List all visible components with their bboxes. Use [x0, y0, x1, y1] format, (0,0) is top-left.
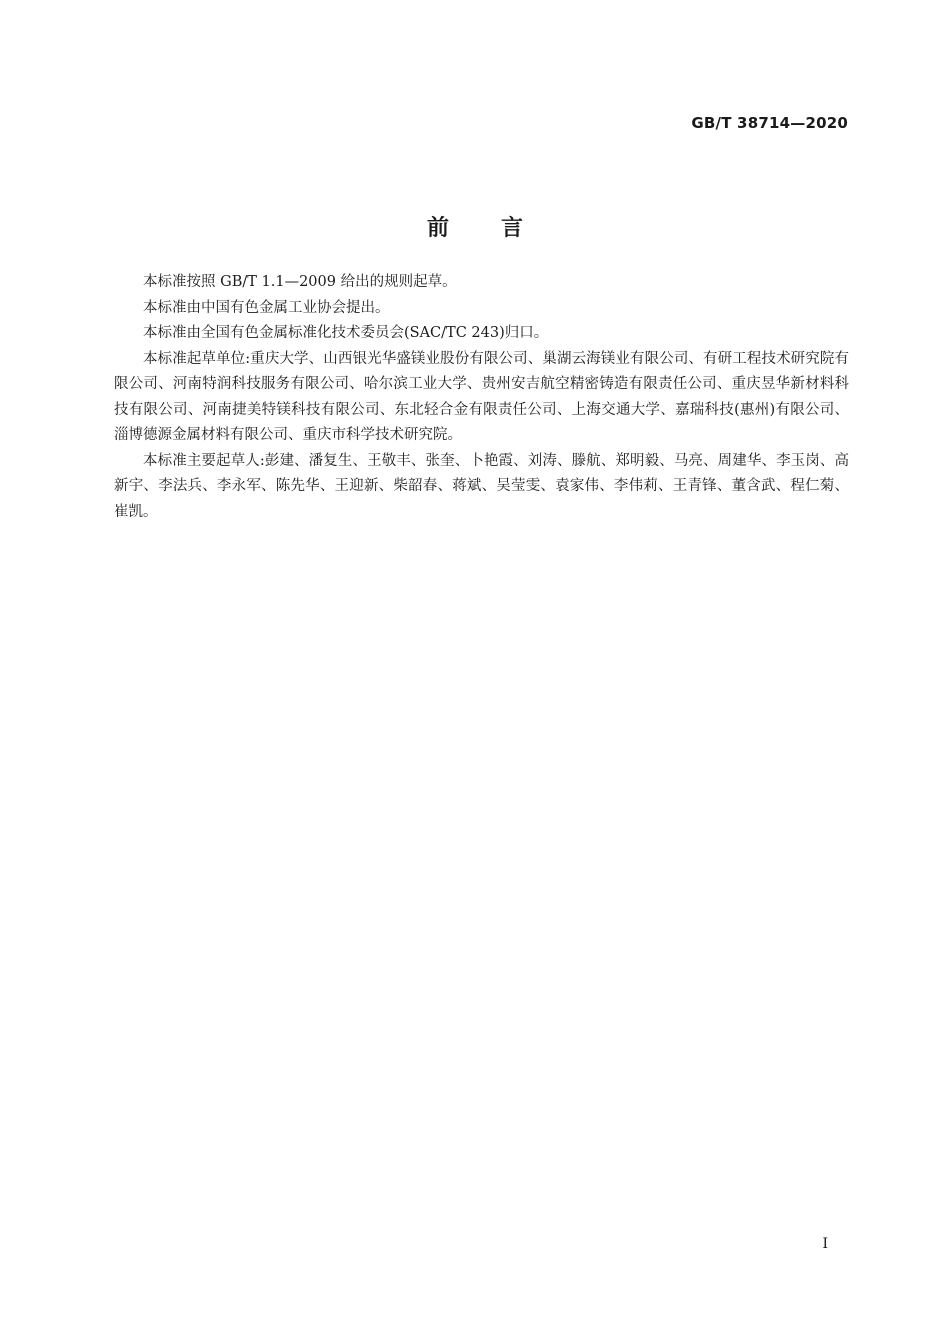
paragraph-drafting-units: 本标准起草单位:重庆大学、山西银光华盛镁业股份有限公司、巢湖云海镁业有限公司、有研工程技术研究院有限公司、河南特润科技服务有限公司、哈尔滨工业大学、贵州安吉航空精密铸造有限责任公司、重庆昱华新材料科技有限公司、河南捷美特镁科技有限公司、东北轻合金有限责任公司、上海交通大学、嘉瑞科技(惠州)有限公司、淄博德源金属材料有限公司、重庆市科学技术研究院。 [114, 350, 849, 443]
page-number: I [822, 1236, 828, 1252]
paragraph-proposer: 本标准由中国有色金属工业协会提出。 [143, 299, 390, 316]
paragraph-technical-committee: 本标准由全国有色金属标准化技术委员会(SAC/TC 243)归口。 [143, 325, 549, 341]
standard-code: GB/T 38714—2020 [691, 114, 848, 132]
page-title: 前言 [426, 215, 575, 241]
paragraph-main-drafters: 本标准主要起草人:彭建、潘复生、王敬丰、张奎、卜艳霞、刘涛、滕航、郑明毅、马亮、周建华、李玉岗、高新宇、李法兵、李永军、陈先华、王迎新、柴韶春、蒋斌、吴莹雯、袁家伟、李伟莉、王青锋、董含武、程仁菊、崔凯。 [114, 452, 849, 520]
paragraph-drafting-rules: 本标准按照 GB/T 1.1—2009 给出的规则起草。 [143, 274, 457, 290]
foreword-body [114, 270, 849, 525]
